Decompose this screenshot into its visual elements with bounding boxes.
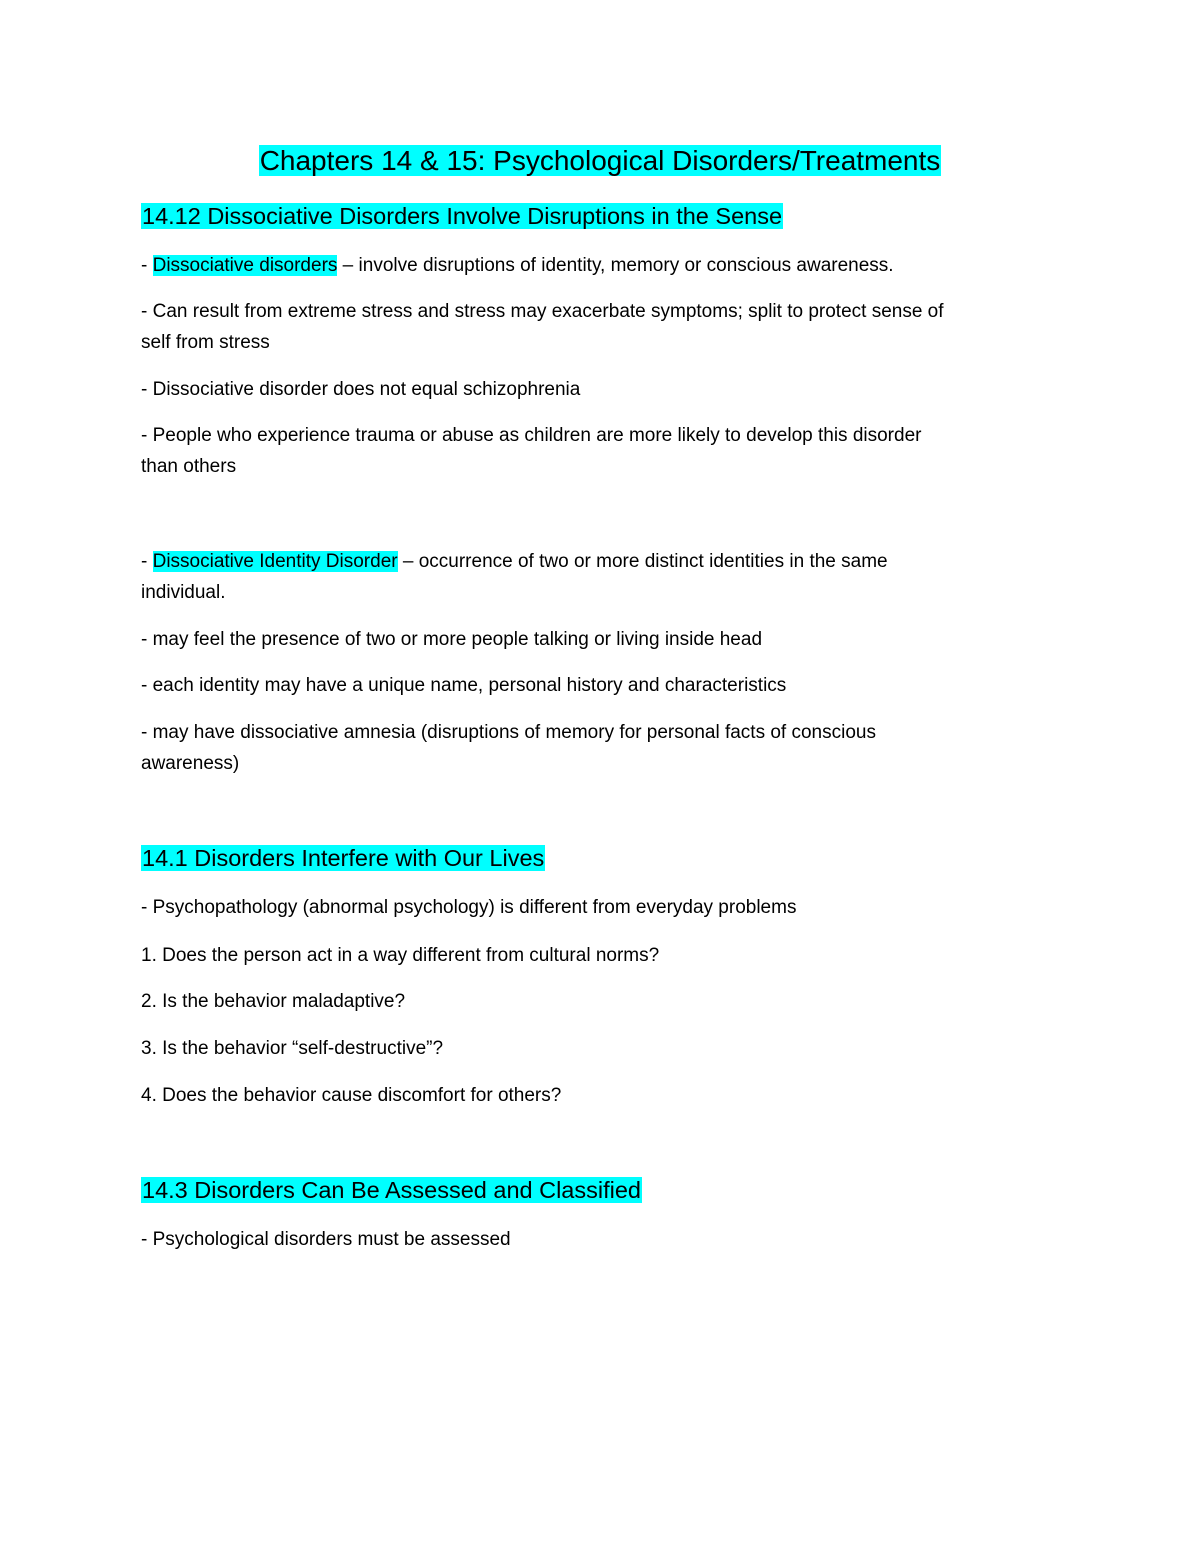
paragraph-assessed: - Psychological disorders must be assessed <box>141 1229 511 1250</box>
section-heading-14-12 <box>141 200 783 232</box>
paragraph-psychopathology: - Psychopathology (abnormal psychology) is different from everyday problems <box>141 897 797 918</box>
paragraph-amnesia-line2: awareness) <box>141 753 240 774</box>
document-title-text: Chapters 14 & 15: Psychological Disorders/Treatments <box>259 145 941 176</box>
paragraph-schizophrenia: - Dissociative disorder does not equal schizophrenia <box>141 379 581 400</box>
term-dissociative-disorders: Dissociative disorders <box>152 255 338 276</box>
list-item-question-3: 3. Is the behavior “self-destructive”? <box>141 1038 444 1059</box>
bullet-dash: - <box>141 255 153 276</box>
section-heading-14-3-text: 14.3 Disorders Can Be Assessed and Classified <box>142 1177 641 1203</box>
section-heading-14-1-text: 14.1 Disorders Interfere with Our Lives <box>142 845 545 871</box>
definition-did <box>141 546 1051 577</box>
section-heading-14-12-text: 14.12 Dissociative Disorders Involve Disruptions in the Sense <box>142 203 783 229</box>
section-heading-14-1 <box>141 842 545 874</box>
paragraph-presence: - may feel the presence of two or more people talking or living inside head <box>141 629 763 650</box>
definition-did-line2: individual. <box>141 582 226 603</box>
definition-text: – involve disruptions of identity, memory or conscious awareness. <box>337 255 894 276</box>
paragraph-amnesia-line1: - may have dissociative amnesia (disruptions of memory for personal facts of conscious <box>141 722 876 743</box>
paragraph-trauma-line1: - People who experience trauma or abuse as children are more likely to develop this disorder <box>141 425 922 446</box>
definition-text: – occurrence of two or more distinct identities in the same <box>397 551 888 572</box>
list-item-question-4: 4. Does the behavior cause discomfort for others? <box>141 1085 562 1106</box>
list-item-question-1: 1. Does the person act in a way different from cultural norms? <box>141 945 660 966</box>
term-dissociative-identity-disorder: Dissociative Identity Disorder <box>152 551 398 572</box>
section-heading-14-3 <box>141 1174 642 1206</box>
document-title <box>0 142 1200 180</box>
paragraph-trauma-line2: than others <box>141 456 237 477</box>
paragraph-stress-line1: - Can result from extreme stress and stress may exacerbate symptoms; split to protect sense of <box>141 301 944 322</box>
definition-dissociative-disorders <box>141 250 1051 281</box>
paragraph-stress-line2: self from stress <box>141 332 270 353</box>
paragraph-identity: - each identity may have a unique name, personal history and characteristics <box>141 675 787 696</box>
bullet-dash: - <box>141 551 153 572</box>
list-item-question-2: 2. Is the behavior maladaptive? <box>141 991 406 1012</box>
